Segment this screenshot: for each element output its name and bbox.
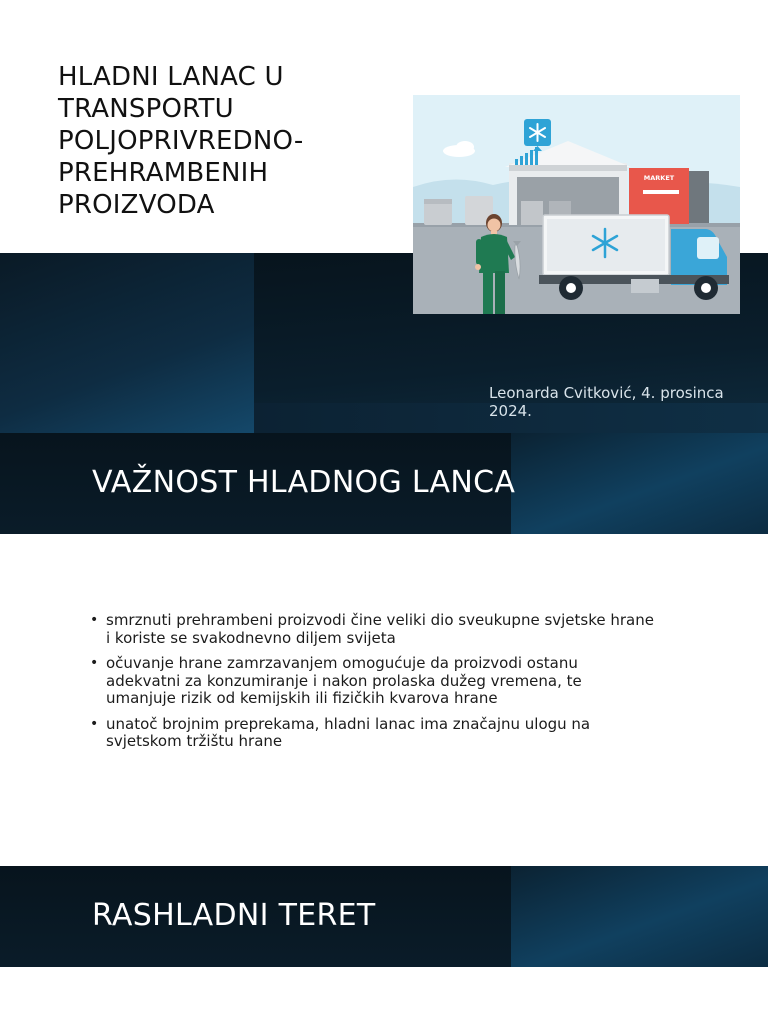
title-line: PREHRAMBENIH	[58, 158, 269, 188]
title-line: POLJOPRIVREDNO-	[58, 126, 304, 156]
bullet-text-line: umanjuje rizik od kemijskih ili fizičkih kvarova hrane	[106, 689, 498, 707]
bullet-text-line: svjetskom tržištu hrane	[106, 732, 283, 750]
market-sign: MARKET	[643, 174, 675, 182]
bullet-text-line: i koriste se svakodnevno diljem svijeta	[106, 628, 396, 647]
list-item	[90, 716, 702, 751]
title-line: PROIZVODA	[58, 190, 215, 220]
author-date	[489, 384, 751, 420]
bullet-text-line: unatoč brojnim preprekama, hladni lanac ima značajnu ulogu na	[106, 714, 591, 733]
slide-header	[0, 433, 768, 534]
section-heading: VAŽNOST HLADNOG LANCA	[92, 465, 516, 500]
background-tile	[511, 866, 768, 967]
title-line: HLADNI LANAC U	[58, 62, 284, 92]
bullet-list	[90, 612, 702, 759]
section-heading: RASHLADNI TERET	[92, 898, 376, 933]
title-line: TRANSPORTU	[58, 94, 234, 124]
bullet-text-line: adekvatni za konzumiranje i nakon prolaska dužeg vremena, te	[106, 671, 582, 690]
list-item	[90, 655, 702, 708]
author-line: Leonarda Cvitković, 4. prosinca	[489, 384, 724, 402]
bullet-text-line: smrznuti prehrambeni proizvodi čine veliki dio sveukupne svjetske hrane	[106, 611, 654, 629]
presentation-title	[58, 61, 388, 221]
cold-chain-illustration	[413, 95, 740, 314]
bullet-text-line: očuvanje hrane zamrzavanjem omogućuje da proizvodi ostanu	[106, 654, 578, 672]
background-tile	[511, 433, 768, 534]
slide-header	[0, 866, 768, 967]
date-line: 2024.	[489, 402, 532, 420]
list-item	[90, 612, 702, 647]
background-tile	[0, 253, 254, 433]
